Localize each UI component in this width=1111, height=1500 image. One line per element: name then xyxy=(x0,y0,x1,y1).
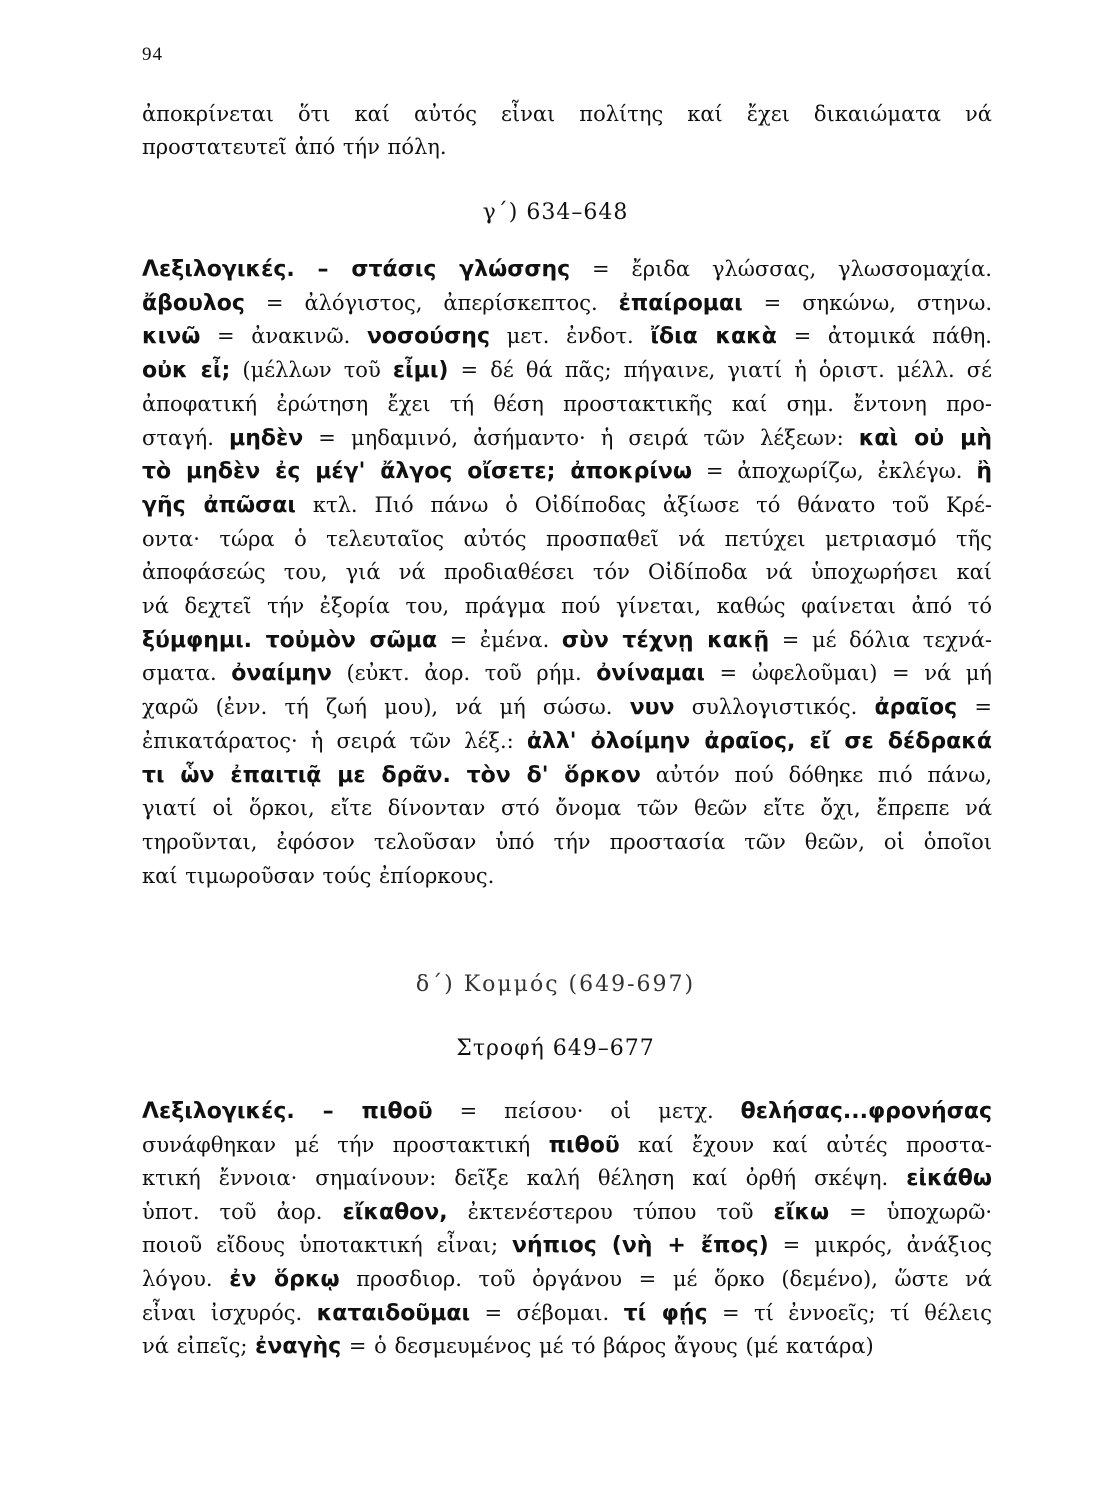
gloss-text: εἶναι ἰσχυρός. xyxy=(142,1300,317,1325)
gloss-text: (μέλλων τοῦ xyxy=(230,358,393,383)
gloss-text: συλλογιστικός. xyxy=(674,695,875,720)
lemma-term: εἴκω xyxy=(773,1199,830,1225)
lemma-term: ἐναγὴς xyxy=(255,1334,342,1360)
text-line xyxy=(142,1129,992,1163)
gloss-text: = μηδαμινό, ἀσήμαντο· ἡ σειρά τῶν λέξεων: xyxy=(303,425,859,450)
lemma-term: ὀναίμην xyxy=(231,661,332,687)
gloss-text: τηροῦνται, ἐφόσον τελοῦσαν ὑπό τήν προστασία τῶν θεῶν, οἱ ὁποῖοι xyxy=(142,829,992,854)
lemma-term: ὀνίναμαι xyxy=(596,661,705,687)
gloss-text: = ἔριδα γλώσσας, γλωσσομαχία. xyxy=(570,257,992,281)
gloss-text: μετ. ἐνδοτ. xyxy=(489,324,651,349)
text-line xyxy=(142,388,992,422)
gloss-text: νά δεχτεῖ τήν ἐξορία του, πράγμα πού γίνεται, καθώς φαίνεται ἀπό τό xyxy=(142,594,992,619)
section-g-body xyxy=(142,253,992,893)
lemma-term: κινῶ xyxy=(142,324,201,350)
gloss-text: κτική ἔννοια· σημαίνουν: δεῖξε καλή θέληση καί ὀρθή σκέψη. xyxy=(142,1166,907,1191)
lemma-term: ἢ xyxy=(976,459,993,485)
lemma-term: ἄβουλος xyxy=(142,290,245,316)
gloss-text: (εὐκτ. ἀορ. τοῦ ρήμ. xyxy=(331,661,597,686)
gloss-text: = πείσου· οἱ μετχ. xyxy=(432,1099,741,1123)
lemma-term: τὸ μηδὲν ἐς μέγ' ἄλγος οἴσετε; ἀποκρίνω xyxy=(142,459,693,485)
lemma-term: νυν xyxy=(629,695,675,721)
text-line xyxy=(142,556,992,590)
lemma-term: ἐν ὅρκῳ xyxy=(229,1266,340,1292)
lemma-term: τί φῄς xyxy=(623,1300,708,1326)
gloss-text: ἐκτενέστερου τύπου τοῦ xyxy=(447,1199,774,1224)
text-line xyxy=(142,320,992,354)
text-line xyxy=(142,287,992,321)
text-line xyxy=(142,657,992,691)
gloss-text: = xyxy=(957,695,992,720)
text-line xyxy=(142,691,992,725)
text-line xyxy=(142,860,992,894)
gloss-text: οντα· τώρα ὁ τελευταῖος αὐτός προσπαθεῖ νά πετύχει μετριασμό τῆς xyxy=(142,526,992,551)
lemma-term: γῆς ἀπῶσαι xyxy=(142,492,296,518)
gloss-text: = σηκώνω, στηνω. xyxy=(742,290,993,315)
gloss-text: = ἀποχωρίζω, ἐκλέγω. xyxy=(692,459,977,484)
text-line xyxy=(142,1095,992,1129)
gloss-text: = ἀλόγιστος, ἀπερίσκεπτος. xyxy=(244,290,619,315)
lemma-term: νήπιος (νὴ + ἔπος) xyxy=(512,1233,769,1259)
gloss-text: καί τιμωροῦσαν τούς ἐπίορκους. xyxy=(142,863,495,888)
lemma-term: θελήσας...φρονήσας xyxy=(740,1099,992,1124)
lemma-term: εἴκαθον, xyxy=(342,1199,448,1225)
strophe-body xyxy=(142,1095,992,1364)
gloss-text: αὐτόν πού δόθηκε πιό πάνω, xyxy=(640,762,992,787)
text-line xyxy=(142,1229,992,1263)
lemma-term: τι ὧν ἐπαιτιᾷ με δρᾶν. τὸν δ' ὅρκον xyxy=(142,762,641,788)
page-number: 94 xyxy=(142,44,163,65)
text-line xyxy=(142,455,992,489)
gloss-text: ποιοῦ εἴδους ὑποτακτική εἶναι; xyxy=(142,1233,513,1258)
gloss-text: νά εἰπεῖς; xyxy=(142,1334,256,1359)
gloss-text: προσδιορ. τοῦ ὀργάνου = μέ ὅρκο (δεμένο), ὥστε νά xyxy=(339,1266,992,1291)
lemma-term: σὺν τέχνῃ κακῇ xyxy=(561,627,770,653)
gloss-text: σταγή. xyxy=(142,425,230,450)
section-d-heading: δ΄) Κομμός (649-697) xyxy=(415,972,696,997)
strophe-heading: Στροφή 649–677 xyxy=(456,1036,655,1061)
text-line: ἀποκρίνεται ὅτι καί αὐτός εἶναι πολίτης καί ἔχει δικαιώματα νά xyxy=(142,102,992,126)
lemma-term: ἀλλ' ὀλοίμην ἀραῖος, εἴ σε δέδρακά xyxy=(526,728,992,754)
lemma-term: οὐκ εἶ; xyxy=(142,358,231,384)
gloss-text: ἀποφάσεώς του, γιά νά προδιαθέσει τόν Οἰδίποδα νά ὑποχωρήσει καί xyxy=(142,560,992,585)
text-line xyxy=(142,523,992,557)
lemma-term: εἶμι) xyxy=(392,358,449,384)
gloss-text: = ὑποχωρῶ· xyxy=(829,1199,993,1224)
text-line xyxy=(142,792,992,826)
lemma-term: ξύμφημι. τοὐμὸν σῶμα xyxy=(142,627,438,653)
lemma-term: Λεξιλογικές. – στάσις γλώσσης xyxy=(142,257,571,282)
section-g-heading: γ΄) 634–648 xyxy=(482,200,629,225)
intro-paragraph xyxy=(142,98,992,163)
text-line xyxy=(142,354,992,388)
gloss-text: = ἀτομικά πάθη. xyxy=(776,324,992,349)
lemma-term: ἐπαίρομαι xyxy=(618,290,743,316)
text-line xyxy=(142,1330,992,1364)
text-line xyxy=(142,826,992,860)
text-line xyxy=(142,1297,992,1331)
gloss-text: χαρῶ (ἐνν. τή ζωή μου), νά μή σώσω. xyxy=(142,695,630,720)
gloss-text: ἀποφατική ἐρώτηση ἔχει τή θέση προστακτικῆς καί σημ. ἔντονη προ- xyxy=(142,391,992,416)
gloss-text: = σέβομαι. xyxy=(470,1300,624,1325)
lemma-term: καὶ οὐ μὴ xyxy=(858,425,993,451)
gloss-text: σματα. xyxy=(142,661,232,686)
lemma-term: νοσούσης xyxy=(366,324,490,350)
lemma-term: καταιδοῦμαι xyxy=(316,1300,471,1326)
gloss-text: λόγου. xyxy=(142,1266,230,1291)
gloss-text: = ἐμένα. xyxy=(437,627,562,652)
text-line: προστατευτεῖ ἀπό τήν πόλη. xyxy=(142,134,447,159)
gloss-text: ἐπικατάρατος· ἡ σειρά τῶν λέξ.: xyxy=(142,728,527,753)
text-line xyxy=(142,1196,992,1230)
lemma-term: μηδὲν xyxy=(229,425,304,451)
gloss-text: γιατί οἱ ὅρκοι, εἴτε δίνονταν στό ὄνομα τῶν θεῶν εἴτε ὄχι, ἔπρεπε νά xyxy=(142,796,992,821)
text-line xyxy=(142,759,992,793)
text-line xyxy=(142,1263,992,1297)
gloss-text: = δέ θά πᾶς; πήγαινε, γιατί ἡ ὁριστ. μέλλ. σέ xyxy=(448,358,992,383)
gloss-text: = μικρός, ἀνάξιος xyxy=(768,1233,993,1258)
text-line xyxy=(142,624,992,658)
lemma-term: εἰκάθω xyxy=(906,1166,992,1192)
gloss-text: ὑποτ. τοῦ ἀορ. xyxy=(142,1199,343,1224)
gloss-text: καί ἔχουν καί αὐτές προστα- xyxy=(619,1132,992,1157)
text-line xyxy=(142,725,992,759)
text-line xyxy=(142,489,992,523)
text-line xyxy=(142,253,992,287)
gloss-text: = ἀνακινῶ. xyxy=(200,324,367,349)
lemma-term: πιθοῦ xyxy=(548,1132,620,1158)
gloss-text: συνάφθηκαν μέ τήν προστακτική xyxy=(142,1132,549,1157)
lemma-term: ἀραῖος xyxy=(874,695,958,721)
gloss-text: = μέ δόλια τεχνά- xyxy=(769,627,992,652)
text-line xyxy=(142,1162,992,1196)
lemma-term: Λεξιλογικές. – πιθοῦ xyxy=(142,1099,433,1124)
lemma-term: ἴδια κακὰ xyxy=(650,324,777,350)
text-line xyxy=(142,590,992,624)
text-line xyxy=(142,422,992,456)
gloss-text: = τί ἐννοεῖς; τί θέλεις xyxy=(707,1300,993,1325)
gloss-text: = ὁ δεσμευμένος μέ τό βάρος ἄγους (μέ κατάρα) xyxy=(341,1334,874,1359)
gloss-text: κτλ. Πιό πάνω ὁ Οἰδίποδας ἀξίωσε τό θάνατο τοῦ Κρέ- xyxy=(296,492,992,517)
gloss-text: = ὠφελοῦμαι) = νά μή xyxy=(704,661,992,686)
